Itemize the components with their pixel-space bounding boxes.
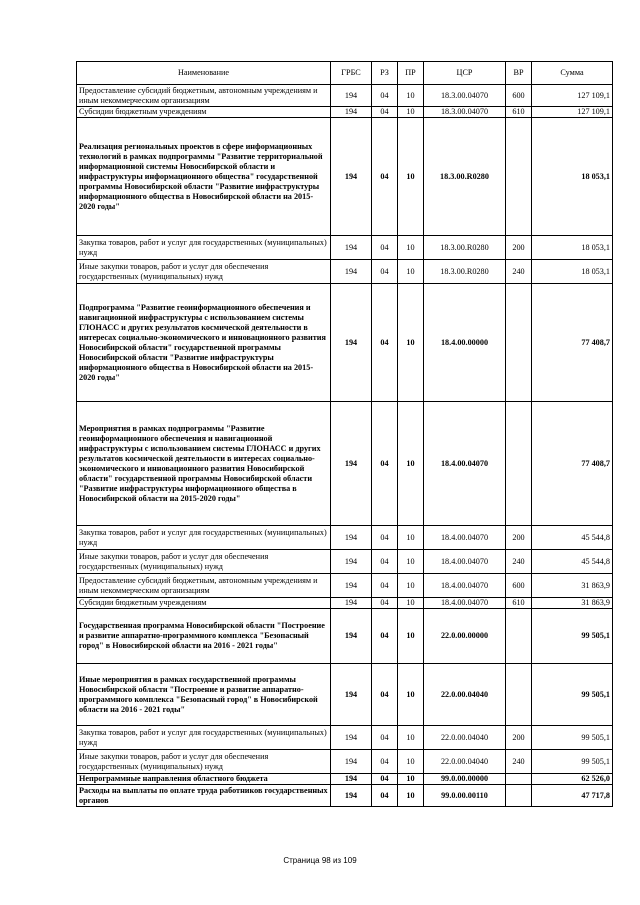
table-row [77,85,613,107]
cell-rz: 04 [372,750,398,774]
column-header-vr: ВР [506,62,532,85]
cell-vr [506,609,532,664]
cell-pr: 10 [398,526,424,550]
cell-sum: 45 544,8 [532,550,613,574]
budget-table [76,61,613,807]
cell-pr: 10 [398,664,424,726]
cell-vr: 610 [506,598,532,609]
cell-csr: 22.0.00.04040 [424,726,506,750]
cell-grbs: 194 [331,785,372,807]
cell-rz: 04 [372,284,398,402]
cell-vr: 610 [506,107,532,118]
cell-rz: 04 [372,598,398,609]
cell-pr: 10 [398,609,424,664]
cell-vr [506,284,532,402]
cell-csr: 18.4.00.04070 [424,598,506,609]
cell-csr: 18.4.00.04070 [424,526,506,550]
cell-grbs: 194 [331,284,372,402]
table-row [77,550,613,574]
table-row [77,284,613,402]
cell-name: Реализация региональных проектов в сфере информационных технологий в рамках подпрограммы "Развитие территориальной информационной системы Новосибирской области и инфраструктуры информационного общества" государственной программы Новосибирской области "Развитие инфраструктуры информационного общества в Новосибирской области на 2015-2020 годы" [77,118,331,236]
table-row [77,118,613,236]
table-row [77,526,613,550]
cell-csr: 18.3.00.04070 [424,85,506,107]
cell-sum: 31 863,9 [532,574,613,598]
cell-sum: 18 053,1 [532,236,613,260]
cell-name: Предоставление субсидий бюджетным, автономным учреждениям и иным некоммерческим организациям [77,85,331,107]
table-row [77,664,613,726]
cell-sum: 18 053,1 [532,260,613,284]
cell-name: Мероприятия в рамках подпрограммы "Развитие геоинформационного обеспечения и навигационной инфраструктуры с использованием системы ГЛОНАСС и других результатов космической деятельности в интересах социально-экономического и инновационного развития Новосибирской области" государственной программы Новосибирской области "Развитие инфраструктуры информационного общества в Новосибирской области на 2015-2020 годы" [77,402,331,526]
cell-csr: 22.0.00.04040 [424,664,506,726]
cell-rz: 04 [372,664,398,726]
cell-vr: 240 [506,260,532,284]
cell-rz: 04 [372,550,398,574]
cell-vr: 240 [506,750,532,774]
cell-sum: 99 505,1 [532,609,613,664]
cell-sum: 45 544,8 [532,526,613,550]
cell-rz: 04 [372,236,398,260]
cell-vr [506,118,532,236]
cell-vr: 200 [506,236,532,260]
page-number: Страница 98 из 109 [283,856,357,865]
table-row [77,785,613,807]
cell-rz: 04 [372,609,398,664]
cell-grbs: 194 [331,107,372,118]
cell-csr: 99.0.00.00000 [424,774,506,785]
cell-vr: 200 [506,726,532,750]
cell-grbs: 194 [331,550,372,574]
cell-rz: 04 [372,107,398,118]
cell-name: Непрограммные направления областного бюджета [77,774,331,785]
cell-rz: 04 [372,574,398,598]
table-row [77,236,613,260]
table-row [77,107,613,118]
cell-name: Расходы на выплаты по оплате труда работников государственных органов [77,785,331,807]
column-header-name: Наименование [77,62,331,85]
cell-rz: 04 [372,526,398,550]
cell-name: Закупка товаров, работ и услуг для государственных (муниципальных) нужд [77,526,331,550]
cell-pr: 10 [398,260,424,284]
cell-vr [506,402,532,526]
cell-name: Закупка товаров, работ и услуг для государственных (муниципальных) нужд [77,726,331,750]
cell-rz: 04 [372,85,398,107]
cell-vr: 240 [506,550,532,574]
cell-csr: 18.4.00.00000 [424,284,506,402]
cell-grbs: 194 [331,750,372,774]
cell-sum: 99 505,1 [532,726,613,750]
cell-csr: 22.0.00.04040 [424,750,506,774]
cell-pr: 10 [398,598,424,609]
cell-vr [506,785,532,807]
column-header-pr: ПР [398,62,424,85]
cell-grbs: 194 [331,598,372,609]
table-row [77,574,613,598]
cell-rz: 04 [372,402,398,526]
cell-grbs: 194 [331,774,372,785]
cell-name: Подпрограмма "Развитие геоинформационного обеспечения и навигационной инфраструктуры с использованием системы ГЛОНАСС и других результатов космической деятельности в интересах социально-экономического и инновационного развития Новосибирской области" государственной программы Новосибирской области "Развитие инфраструктуры информационного общества в Новосибирской области на 2015-2020 годы" [77,284,331,402]
cell-pr: 10 [398,236,424,260]
cell-pr: 10 [398,550,424,574]
cell-pr: 10 [398,107,424,118]
table-row [77,402,613,526]
cell-pr: 10 [398,85,424,107]
cell-sum: 18 053,1 [532,118,613,236]
cell-name: Предоставление субсидий бюджетным, автономным учреждениям и иным некоммерческим организациям [77,574,331,598]
cell-grbs: 194 [331,526,372,550]
cell-sum: 99 505,1 [532,664,613,726]
cell-name: Субсидии бюджетным учреждениям [77,598,331,609]
cell-name: Субсидии бюджетным учреждениям [77,107,331,118]
cell-rz: 04 [372,118,398,236]
cell-grbs: 194 [331,726,372,750]
cell-name: Государственная программа Новосибирской области "Построение и развитие аппаратно-программного комплекса "Безопасный город" в Новосибирской области на 2016 - 2021 годы" [77,609,331,664]
cell-grbs: 194 [331,609,372,664]
cell-vr [506,664,532,726]
cell-vr [506,774,532,785]
cell-name: Иные мероприятия в рамках государственной программы Новосибирской области "Построение и развитие аппаратно-программного комплекса "Безопасный город" в Новосибирской области на 2016 - 2021 годы" [77,664,331,726]
cell-csr: 18.3.00.04070 [424,107,506,118]
cell-grbs: 194 [331,260,372,284]
cell-pr: 10 [398,785,424,807]
cell-pr: 10 [398,118,424,236]
table-row [77,774,613,785]
cell-sum: 47 717,8 [532,785,613,807]
column-header-grbs: ГРБС [331,62,372,85]
table-row [77,598,613,609]
cell-vr: 600 [506,574,532,598]
cell-name: Иные закупки товаров, работ и услуг для обеспечения государственных (муниципальных) нужд [77,550,331,574]
cell-sum: 77 408,7 [532,402,613,526]
cell-grbs: 194 [331,574,372,598]
cell-name: Иные закупки товаров, работ и услуг для обеспечения государственных (муниципальных) нужд [77,750,331,774]
column-header-sum: Сумма [532,62,613,85]
cell-csr: 18.4.00.04070 [424,550,506,574]
cell-sum: 127 109,1 [532,85,613,107]
table-row [77,726,613,750]
cell-pr: 10 [398,726,424,750]
cell-rz: 04 [372,726,398,750]
cell-grbs: 194 [331,402,372,526]
column-header-rz: РЗ [372,62,398,85]
cell-name: Иные закупки товаров, работ и услуг для обеспечения государственных (муниципальных) нужд [77,260,331,284]
cell-grbs: 194 [331,664,372,726]
cell-name: Закупка товаров, работ и услуг для государственных (муниципальных) нужд [77,236,331,260]
cell-csr: 18.4.00.04070 [424,402,506,526]
cell-csr: 18.3.00.R0280 [424,118,506,236]
cell-grbs: 194 [331,118,372,236]
cell-rz: 04 [372,774,398,785]
table-body [77,85,613,807]
cell-csr: 18.3.00.R0280 [424,260,506,284]
cell-pr: 10 [398,574,424,598]
cell-sum: 31 863,9 [532,598,613,609]
cell-grbs: 194 [331,236,372,260]
cell-pr: 10 [398,402,424,526]
column-header-csr: ЦСР [424,62,506,85]
cell-sum: 99 505,1 [532,750,613,774]
cell-csr: 22.0.00.00000 [424,609,506,664]
table-row [77,750,613,774]
cell-vr: 200 [506,526,532,550]
cell-grbs: 194 [331,85,372,107]
cell-sum: 62 526,0 [532,774,613,785]
cell-sum: 77 408,7 [532,284,613,402]
cell-csr: 18.3.00.R0280 [424,236,506,260]
cell-vr: 600 [506,85,532,107]
cell-sum: 127 109,1 [532,107,613,118]
cell-rz: 04 [372,260,398,284]
table-header-row [77,62,613,85]
cell-pr: 10 [398,284,424,402]
cell-pr: 10 [398,750,424,774]
cell-csr: 99.0.00.00110 [424,785,506,807]
cell-rz: 04 [372,785,398,807]
cell-pr: 10 [398,774,424,785]
cell-csr: 18.4.00.04070 [424,574,506,598]
table-row [77,260,613,284]
table-row [77,609,613,664]
